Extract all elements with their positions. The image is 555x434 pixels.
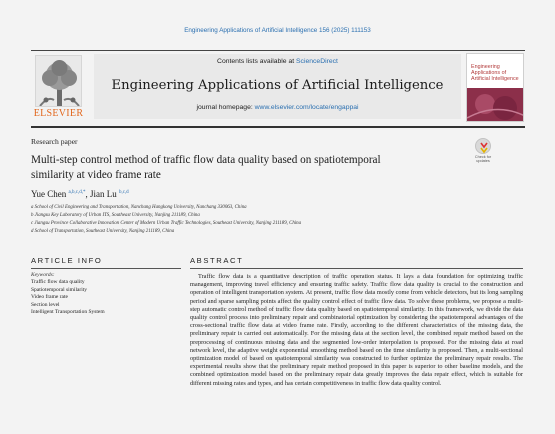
article-type: Research paper (31, 137, 78, 146)
article-info-heading: ARTICLE INFO (31, 256, 103, 265)
author-name[interactable]: Jian Lu (89, 189, 117, 199)
abstract-rule (190, 268, 523, 269)
article-info-rule (31, 268, 181, 269)
cover-top (467, 54, 524, 88)
journal-homepage-link[interactable]: www.elsevier.com/locate/engappai (254, 104, 359, 111)
author-affiliation-marks[interactable]: b,c,d (118, 190, 129, 195)
affiliation-list (31, 204, 511, 236)
journal-title: Engineering Applications of Artificial Intelligence (111, 78, 444, 93)
article-title: Multi-step control method of traffic flow data quality based on spatiotemporal similarity at video frame rate (31, 154, 381, 181)
contents-line (94, 58, 461, 65)
elsevier-wordmark: ELSEVIER (33, 108, 84, 119)
header-bottom-rule (31, 126, 525, 128)
journal-cover-thumbnail[interactable] (466, 53, 524, 122)
keyword: Section level (31, 301, 60, 308)
affiliation: c Jiangsu Province Collaborative Innovation Center of Modern Urban Traffic Technologies, Southeast University, Nanjing 211189, China (31, 221, 302, 226)
abstract-text: Traffic flow data is a quantitative description of traffic operation status. It lays a data foundation for optimizing traffic management, improving travel efficiency and ensuring traffic safety. Traffic flow data quality is crucial to the construction and operation of intelligent transportation system. At present, traffic flow data mostly come from vehicle detectors, but its long sampling period and sparse sampling points affect the quality control effect of traffic flow data. To solve these problems, we propose a multi-step automatic control method of traffic flow data quality based on spatiotemporal similarity. In this framework, we divide the data quality control process into preliminary repair and combinatorial optimization by considering the spatiotemporal advantages of the cross-sectional traffic flow data at video frame rate. Firstly, according to the different characteristics of the missing data, the preliminary repair is carried out automatically. For the missing data at the section level, the combined repair method based on the preprocessing of continuous missing data and the segmented low-order interpolation is proposed. For the missing data at road network level, the adaptive weight exponential smoothing method based on the time similarity is proposed. Then, a multi-sectional optimization model of based on spatiotemporal similarity was constructed to further optimize the preliminary repair results. The experimental results show that the preliminary repair method proposed in this paper is superior to other baseline models, and the combined optimization model based on the preliminary repair data greatly improves the data repair effect, which is suitable for different missing rates and types, and has certain competitiveness in traffic flow data quality control. (190, 273, 523, 387)
keywords-block (31, 272, 181, 316)
abstract-heading: ABSTRACT (190, 256, 244, 265)
homepage-prefix: journal homepage: (196, 104, 255, 111)
homepage-line (94, 104, 461, 111)
journal-citation-link[interactable]: Engineering Applications of Artificial Intelligence 156 (2025) 111153 (184, 27, 371, 34)
keyword: Video frame rate (31, 294, 68, 301)
journal-banner (94, 54, 461, 119)
keyword: Traffic flow data quality (31, 279, 85, 286)
affiliation: b Jiangsu Key Laboratory of Urban ITS, Southeast University, Nanjing 211189, China (31, 213, 200, 218)
elsevier-logo[interactable] (31, 55, 86, 121)
cover-title: Engineering Applications of Artificial Intelligence (471, 64, 519, 82)
author-list: Yue Chen $^{a,b,c,d,*}$, Jian Lu $^{b,c,d}$ (31, 189, 129, 199)
header-top-rule (31, 50, 525, 51)
keyword: Spatiotemporal similarity (31, 286, 88, 293)
cover-artwork (467, 88, 524, 122)
affiliation: a School of Civil Engineering and Transportation, Nanchang Hangkong University, Nanchang 330063, China (31, 205, 247, 210)
contents-prefix: Contents lists available at (217, 58, 297, 65)
author-name[interactable]: Yue Chen (31, 189, 67, 199)
keywords-label: Keywords: (31, 272, 55, 278)
check-updates-label: Check for updates (474, 155, 492, 164)
sciencedirect-link[interactable]: ScienceDirect (296, 58, 338, 65)
check-updates-icon (475, 138, 491, 154)
keyword: Intelligent Transportation System (31, 309, 105, 316)
check-for-updates-button[interactable] (468, 138, 498, 168)
elsevier-tree-emblem (35, 55, 82, 107)
affiliation: d School of Transportation, Southeast University, Nanjing 211189, China (31, 229, 175, 234)
author-affiliation-marks[interactable]: a,b,c,d,* (68, 190, 86, 195)
